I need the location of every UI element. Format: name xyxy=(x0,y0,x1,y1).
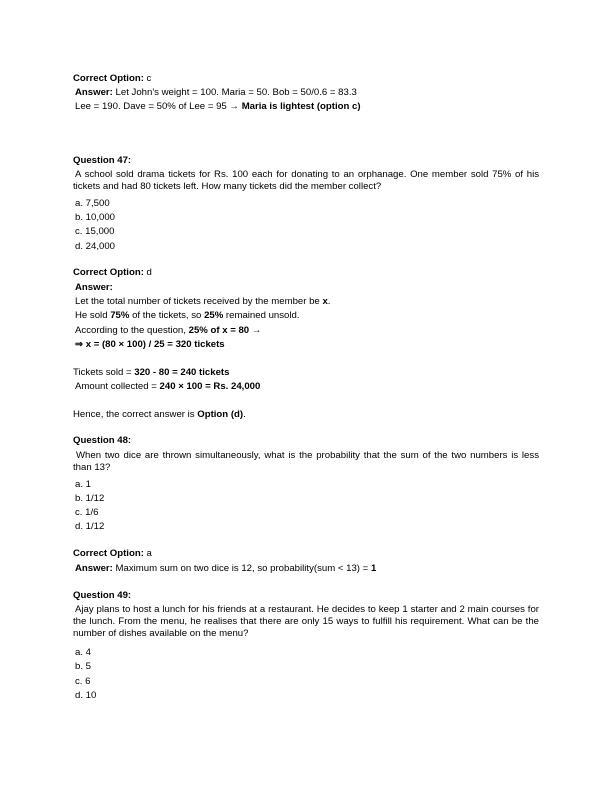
question-48-option-a: a. 1 xyxy=(75,479,92,490)
question-48-heading: Question 48: xyxy=(73,435,132,446)
question-49-option-c: c. 6 xyxy=(75,676,91,687)
question-47-step2: He sold 75% of the tickets, so 25% remained unsold. xyxy=(75,310,300,321)
question-49-option-a: a. 4 xyxy=(75,647,92,658)
question-47-step3: According to the question, 25% of x = 80 → xyxy=(75,325,262,336)
question-49-option-d: d. 10 xyxy=(75,690,97,701)
question-47-step4: ⇒ x = (80 × 100) / 25 = 320 tickets xyxy=(75,339,225,350)
question-48-correct-option: Correct Option: a xyxy=(73,548,152,559)
question-48-option-c: c. 1/6 xyxy=(75,507,99,518)
prev-answer-line2: Lee = 190. Dave = 50% of Lee = 95 → Maria is lightest (option c) xyxy=(75,101,361,112)
question-48-answer: Answer: Maximum sum on two dice is 12, so probability(sum < 13) = 1 xyxy=(75,563,377,574)
question-47-option-c: c. 15,000 xyxy=(75,226,115,237)
question-47-step1: Let the total number of tickets received by the member be x. xyxy=(75,296,331,307)
question-47-conclusion: Hence, the correct answer is Option (d). xyxy=(73,409,246,420)
question-47-option-a: a. 7,500 xyxy=(75,198,110,209)
question-47-option-d: d. 24,000 xyxy=(75,241,116,252)
question-48-option-d: d. 1/12 xyxy=(75,521,105,532)
prev-answer-line1: Answer: Let John's weight = 100. Maria = 50. Bob = 50/0.6 = 83.3 xyxy=(75,87,357,98)
question-47-correct-option: Correct Option: d xyxy=(73,267,152,278)
question-47-text: A school sold drama tickets for Rs. 100 each for donating to an orphanage. One member sold 75% of his tickets and had 80 tickets left. How many tickets did the member collect? xyxy=(73,169,539,192)
question-49-text: Ajay plans to host a lunch for his friends at a restaurant. He decides to keep 1 starter and 2 main courses for the lunch. From the menu, he realises that there are only 15 ways to fulfill his requirement. What can be the number of dishes available on the menu? xyxy=(73,604,539,639)
question-48-option-b: b. 1/12 xyxy=(75,493,105,504)
question-49-heading: Question 49: xyxy=(73,590,132,601)
question-47-tickets-sold: Tickets sold = 320 - 80 = 240 tickets xyxy=(73,367,230,378)
question-48-text: When two dice are thrown simultaneously, what is the probability that the sum of the two numbers is less than 13? xyxy=(73,450,539,473)
question-49-option-b: b. 5 xyxy=(75,661,92,672)
question-47-amount-collected: Amount collected = 240 × 100 = Rs. 24,000 xyxy=(75,381,261,392)
question-47-option-b: b. 10,000 xyxy=(75,212,116,223)
question-47-heading: Question 47: xyxy=(73,155,132,166)
question-47-answer-label: Answer: xyxy=(75,282,113,293)
prev-correct-option: Correct Option: c xyxy=(73,73,152,84)
